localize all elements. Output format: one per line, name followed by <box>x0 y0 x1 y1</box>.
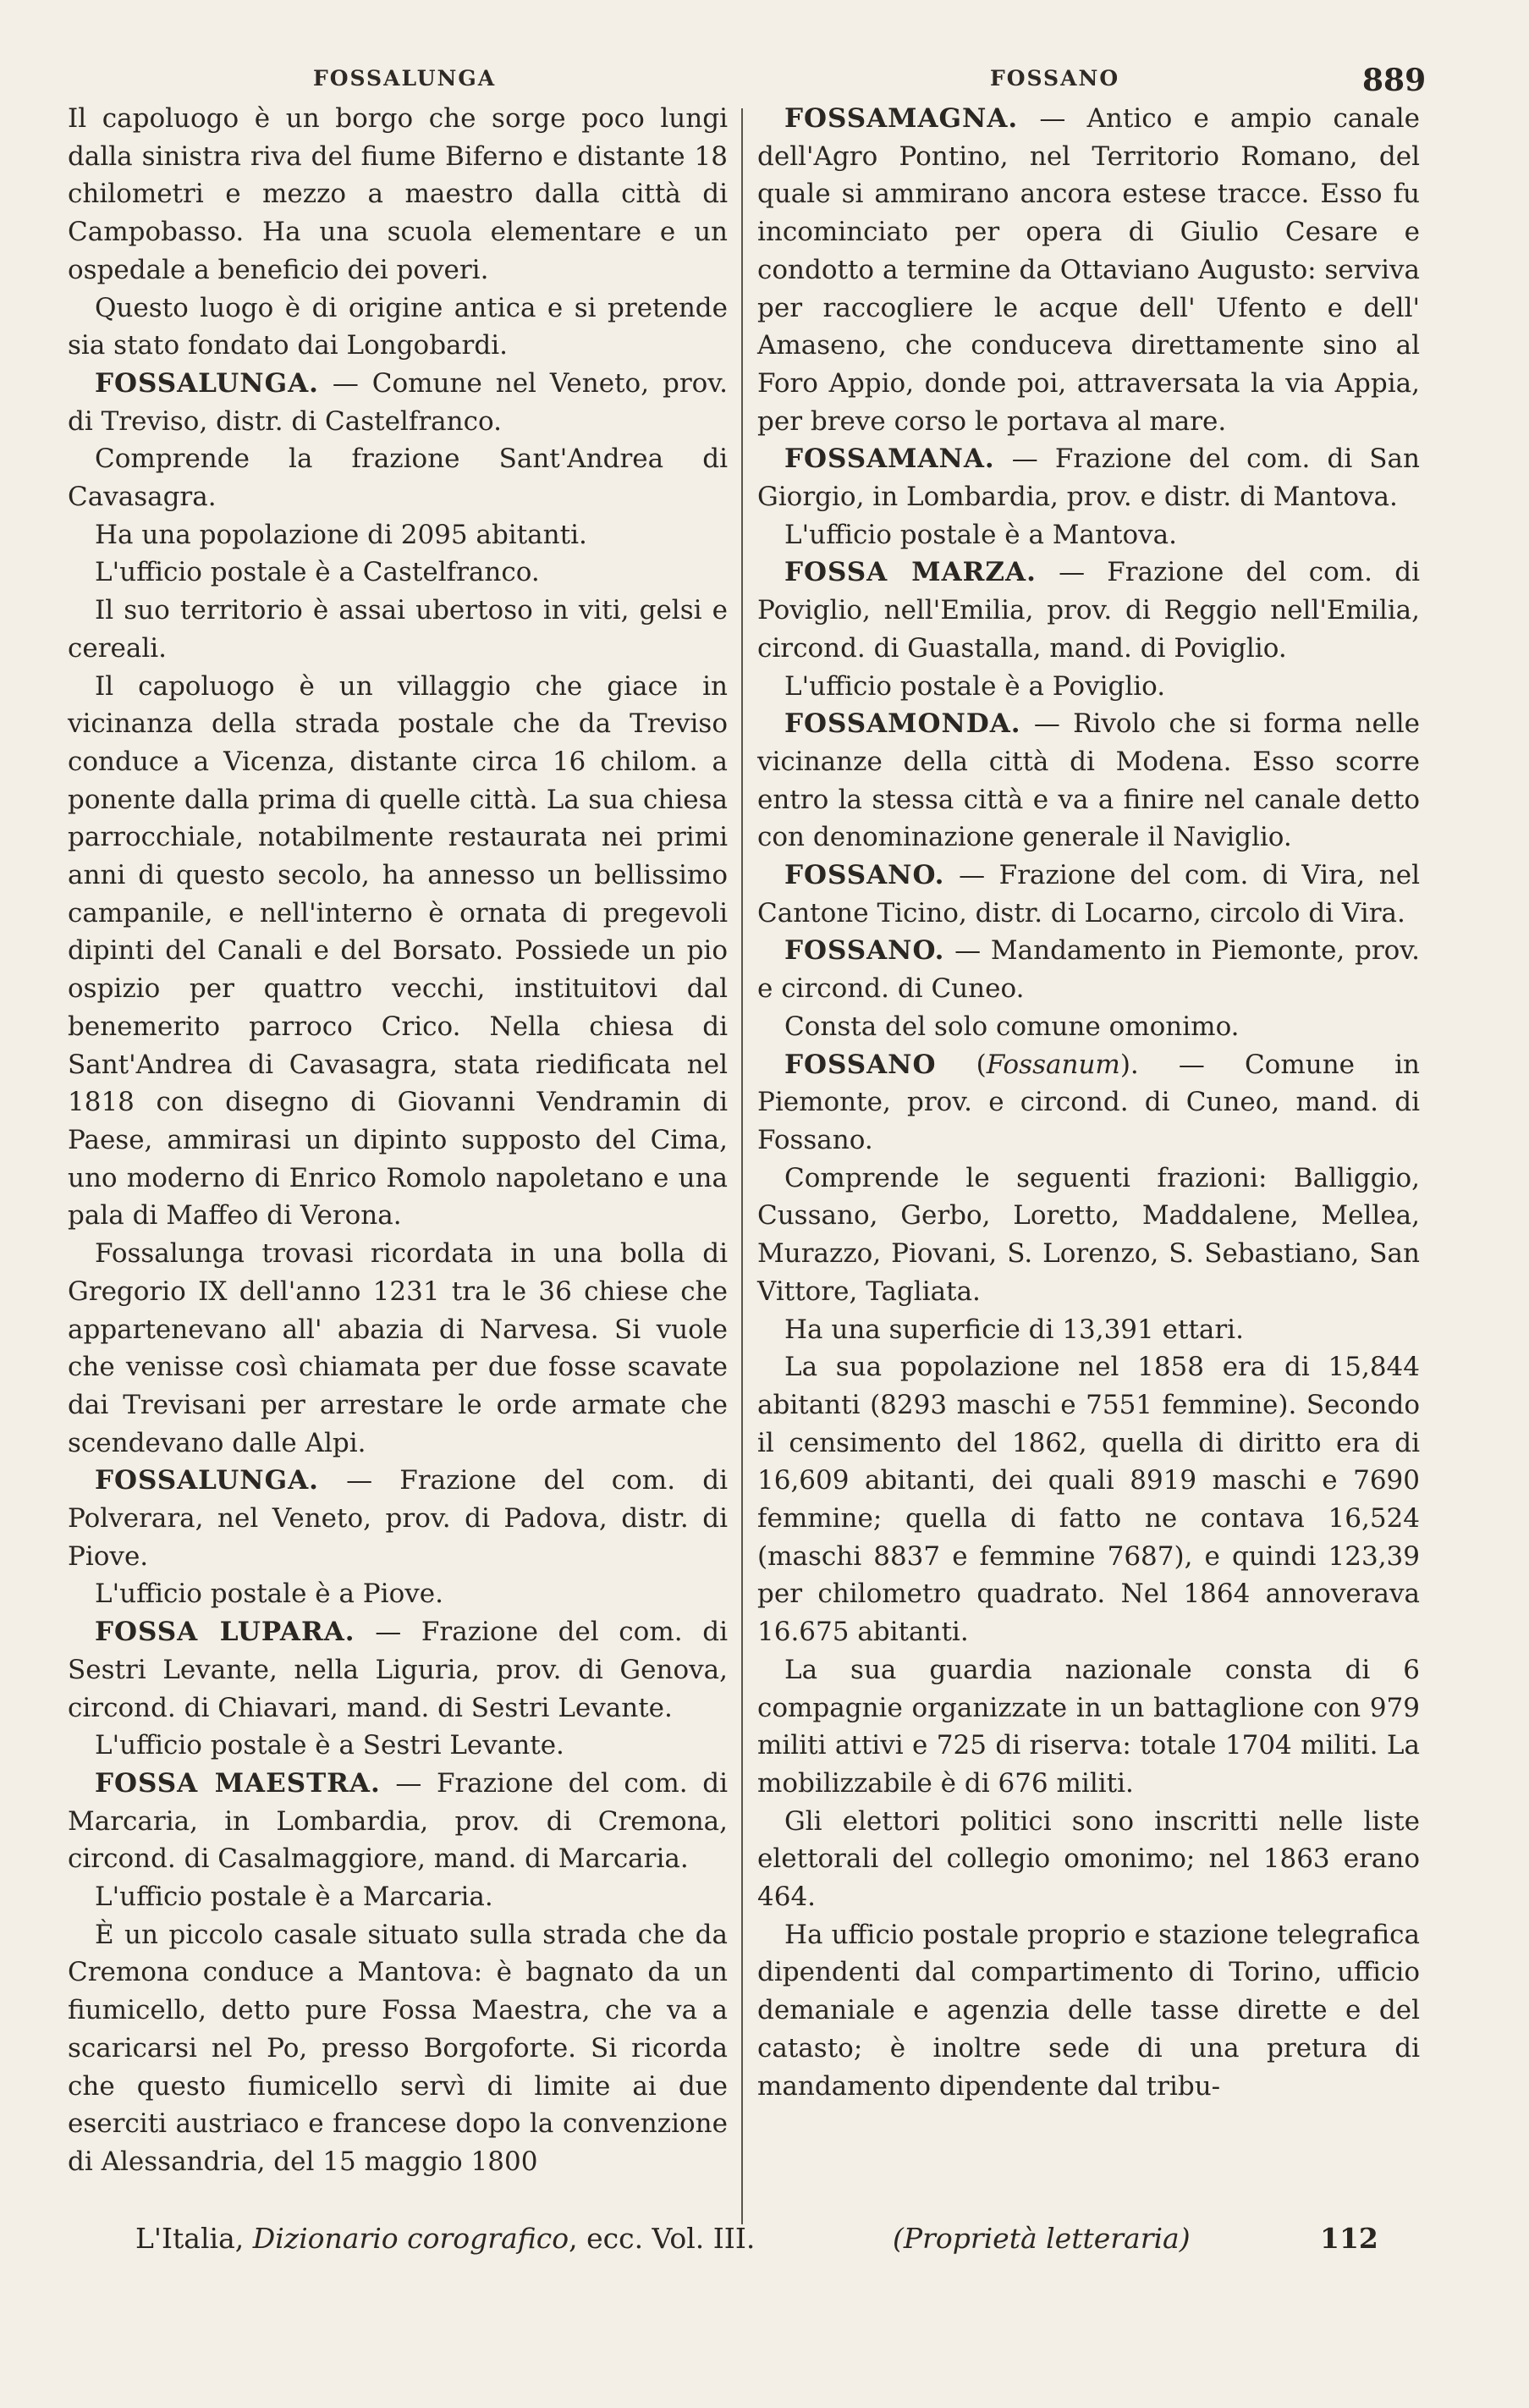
entry-text: — Rivolo che si forma nelle vicinanze della città di Modena. Esso scorre entro la stessa città e va a finire nel canale detto con denominazione generale il Naviglio. <box>757 708 1420 853</box>
entry-text: — Frazione del com. di Sestri Levante, nella Liguria, prov. di Genova, circond. di Chiavari, mand. di Sestri Levante. <box>68 1617 728 1723</box>
paragraph: Comprende le seguenti frazioni: Balliggio, Cussano, Gerbo, Loretto, Maddalene, Mellea, Murazzo, Piovani, S. Lorenzo, S. Sebastiano, San Vittore, Tagliata. <box>757 1162 1420 1307</box>
paragraph: Il capoluogo è un villaggio che giace in vicinanza della strada postale che da Treviso conduce a Vicenza, distante circa 16 chilom. a ponente dalla prima di quelle città. La sua chiesa parrocchiale, notabilmente restaurata nei primi anni di questo secolo, ha annesso un bellissimo campanile, e nell'interno è ornata di pregevoli dipinti del Canali e del Borsato. Possiede un pio ospizio per quattro vecchi, instituitovi dal benemerito parroco Crico. Nella chiesa di Sant'Andrea di Cavasagra, stata riedificata nel 1818 con disegno di Giovanni Vendramin di Paese, ammirasi un dipinto supposto del Cima, uno moderno di Enrico Romolo napoletano e una pala di Maffeo di Verona. <box>68 670 728 1232</box>
dictionary-entry <box>757 857 1420 932</box>
latin-name: Fossanum <box>986 1049 1120 1080</box>
entry-headword: FOSSAMONDA. <box>784 708 1021 740</box>
page-number: 889 <box>1362 63 1427 98</box>
paragraph: Ha una popolazione di 2095 abitanti. <box>95 519 587 550</box>
entry-text: — Comune nel Veneto, prov. di Treviso, distr. di Castelfranco. <box>68 367 728 437</box>
entry-headword: FOSSA MARZA. <box>784 557 1037 588</box>
footer-title: L'Italia, Dizionario corografico, ecc. Vol. III. <box>135 2222 756 2255</box>
paragraph: Comprende la frazione Sant'Andrea di Cavasagra. <box>68 444 728 513</box>
paragraph: Ha una superficie di 13,391 ettari. <box>784 1314 1244 1345</box>
dictionary-entry <box>757 554 1420 667</box>
paragraph: L'ufficio postale è a Castelfranco. <box>95 557 540 588</box>
left-column <box>68 100 728 2181</box>
dictionary-entry <box>68 1765 728 1878</box>
entry-headword: FOSSANO. <box>784 860 945 891</box>
paragraph: Questo luogo è di origine antica e si pretende sia stato fondato dai Longobardi. <box>68 292 728 361</box>
paragraph: L'ufficio postale è a Sestri Levante. <box>95 1730 564 1761</box>
column-divider <box>741 108 743 2224</box>
dictionary-entry <box>757 705 1420 857</box>
paragraph: Fossalunga trovasi ricordata in una bolla di Gregorio IX dell'anno 1231 tra le 36 chiese che appartenevano all' abazia di Narvesa. Si vuole che venisse così chiamata per due fosse scavate dai Trevisani per arrestare le orde armate che scendevano dalle Alpi. <box>68 1238 728 1458</box>
entry-text: — Comune in Piemonte, prov. e circond. di Cuneo, mand. di Fossano. <box>757 1049 1421 1155</box>
running-head-right: FOSSANO <box>990 66 1120 91</box>
dictionary-entry <box>757 932 1420 1007</box>
paragraph: L'ufficio postale è a Piove. <box>95 1579 443 1610</box>
entry-text: — Frazione del com. di Marcaria, in Lombardia, prov. di Cremona, circond. di Casalmaggiore, mand. di Marcaria. <box>68 1767 728 1875</box>
entry-headword: FOSSA LUPARA. <box>95 1617 355 1648</box>
dictionary-entry <box>68 1462 728 1575</box>
paragraph: Ha ufficio postale proprio e stazione telegrafica dipendenti dal compartimento di Torino, ufficio demaniale e agenzia delle tasse dirette e del catasto; è inoltre sede di una pretura di mandamento dipendente dal tribu- <box>757 1919 1420 2102</box>
entry-headword: FOSSANO <box>784 1049 937 1080</box>
paragraph: Gli elettori politici sono inscritti nelle liste elettorali del collegio omonimo; nel 1863 erano 464. <box>757 1805 1420 1913</box>
paragraph: Il suo territorio è assai ubertoso in viti, gelsi e cereali. <box>68 595 728 664</box>
paragraph: L'ufficio postale è a Poviglio. <box>784 670 1166 702</box>
entry-text: — Antico e ampio canale dell'Agro Pontino, nel Territorio Romano, del quale si ammirano ancora estese tracce. Esso fu incominciato per opera di Giulio Cesare e condotto a termine da Ottaviano Augusto: serviva per raccogliere le acque dell' Ufento e dell' Amaseno, che conduceva direttamente sino al Foro Appio, donde poi, attraversata la via Appia, per breve corso le portava al mare. <box>757 103 1420 437</box>
right-column <box>757 100 1420 2105</box>
entry-text: — Frazione del com. di Vira, nel Cantone Ticino, distr. di Locarno, circolo di Vira. <box>757 860 1420 928</box>
paragraph: L'ufficio postale è a Mantova. <box>784 519 1177 550</box>
entry-headword: FOSSALUNGA. <box>95 1465 319 1496</box>
dictionary-entry <box>68 1613 728 1727</box>
entry-text: — Frazione del com. di Poviglio, nell'Emilia, prov. di Reggio nell'Emilia, circond. di Guastalla, mand. di Poviglio. <box>757 557 1420 664</box>
paragraph: La sua guardia nazionale consta di 6 compagnie organizzate in un battaglione con 979 militi attivi e 725 di riserva: totale 1704 militi. La mobilizzabile è di 676 militi. <box>757 1654 1420 1799</box>
entry-headword: FOSSAMAGNA. <box>784 103 1019 134</box>
paragraph: Consta del solo comune omonimo. <box>784 1011 1240 1042</box>
entry-headword: FOSSALUNGA. <box>95 367 319 399</box>
entry-headword: FOSSANO. <box>784 935 945 967</box>
signature-mark: 112 <box>1320 2222 1378 2255</box>
entry-headword: FOSSA MAESTRA. <box>95 1767 381 1799</box>
running-head-left: FOSSALUNGA <box>313 66 497 91</box>
dictionary-entry <box>68 365 728 440</box>
continued-paragraph: Il capoluogo è un borgo che sorge poco lungi dalla sinistra riva del fiume Biferno e distante 18 chilometri e mezzo a maestro dalla città di Campobasso. Ha una scuola elementare e un ospedale a beneficio dei poveri. <box>68 103 728 285</box>
entry-text: — Frazione del com. di San Giorgio, in Lombardia, prov. e distr. di Mantova. <box>757 444 1420 513</box>
footer-copyright: (Proprietà letteraria) <box>893 2222 1191 2255</box>
entry-text: — Mandamento in Piemonte, prov. e circond. di Cuneo. <box>757 935 1420 1005</box>
paragraph: La sua popolazione nel 1858 era di 15,844 abitanti (8293 maschi e 7551 femmine). Secondo il censimento del 1862, quella di diritto era di 16,609 abitanti, dei quali 8919 maschi e 7690 femmine; quella di fatto ne contava 16,524 (maschi 8837 e femmine 7687), e quindi 123,39 per chilometro quadrato. Nel 1864 annoverava 16.675 abitanti. <box>757 1352 1420 1648</box>
paragraph: L'ufficio postale è a Marcaria. <box>95 1882 493 1913</box>
entry-headword: FOSSAMANA. <box>784 444 995 475</box>
dictionary-entry: FOSSANO (Fossanum). — Comune in Piemonte, prov. e circond. di Cuneo, mand. di Fossano. <box>757 1049 1421 1155</box>
dictionary-entry <box>757 440 1420 515</box>
entry-text: — Frazione del com. di Polverara, nel Veneto, prov. di Padova, distr. di Piove. <box>68 1465 728 1572</box>
dictionary-entry <box>757 100 1420 440</box>
paragraph: È un piccolo casale situato sulla strada che da Cremona conduce a Mantova: è bagnato da un fiumicello, detto pure Fossa Maestra, che va a scaricarsi nel Po, presso Borgoforte. Si ricorda che questo fiumicello servì di limite ai due eserciti austriaco e francese dopo la convenzione di Alessandria, del 15 maggio 1800 <box>68 1919 728 2177</box>
